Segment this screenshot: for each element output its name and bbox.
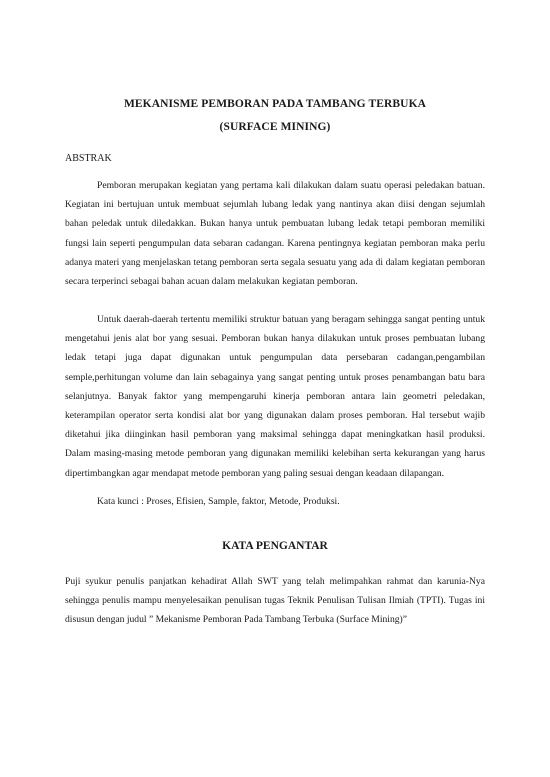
preface-paragraph-1: Puji syukur penulis panjatkan kehadirat Allah SWT yang telah melimpahkan rahmat dan karunia-Nya sehingga penulis mampu menyelesaikan penulisan tugas Teknik Penulisan Tulisan Ilmiah (TPTI). Tugas ini disusun dengan judul ” Mekanisme Pemboran Pada Tambang Terbuka (Surface Mining)” bbox=[65, 576, 485, 626]
abstract-paragraph-1: Pemboran merupakan kegiatan yang pertama kali dilakukan dalam suatu operasi peledakan batuan. Kegiatan ini bertujuan untuk membuat sejumlah lubang ledak yang nantinya akan diisi dengan sejumlah bahan peledak untuk diledakkan. Bukan hanya untuk pembuatan lubang ledak tetapi pemboran memiliki fungsi lain seperti pengumpulan data sebaran cadangan. Karena pentingnya kegiatan pemboran maka perlu adanya materi yang menjelaskan tetang pemboran serta segala sesuatu yang ada di dalam kegiatan pemboran secara terperinci sebagai bahan acuan dalam melakukan kegiatan pemboran. bbox=[65, 180, 485, 288]
document-title-line1: MEKANISME PEMBORAN PADA TAMBANG TERBUKA bbox=[123, 98, 427, 110]
preface-heading: KATA PENGANTAR bbox=[222, 540, 328, 552]
abstract-heading: ABSTRAK bbox=[65, 153, 112, 164]
keywords: Kata kunci : Proses, Efisien, Sample, faktor, Metode, Produksi. bbox=[97, 496, 340, 507]
abstract-paragraph-2: Untuk daerah-daerah tertentu memiliki struktur batuan yang beragam sehingga sangat penting untuk mengetahui jenis alat bor yang sesuai. Pemboran bukan hanya dilakukan untuk proses pembuatan lubang ledak tetapi juga dapat digunakan untuk pengumpulan data persebaran cadangan,pengambilan semple,perhitungan volume dan lain sebagainya yang sangat penting untuk proses penambangan batu bara selanjutnya. Banyak faktor yang mempengaruhi kinerja pemboran antara lain geometri peledakan, keterampilan operator serta kondisi alat bor yang digunakan dalam proses pemboran. Hal tersebut wajib diketahui jika diinginkan hasil pemboran yang maksimal sehingga dapat meningkatkan hasil produksi. Dalam masing-masing metode pemboran yang digunakan memiliki kelebihan serta kekurangan yang harus dipertimbangkan agar mendapat metode pemboran yang paling sesuai dengan keadaan dilapangan. bbox=[65, 314, 485, 479]
document-title-line2: (SURFACE MINING) bbox=[219, 121, 331, 133]
